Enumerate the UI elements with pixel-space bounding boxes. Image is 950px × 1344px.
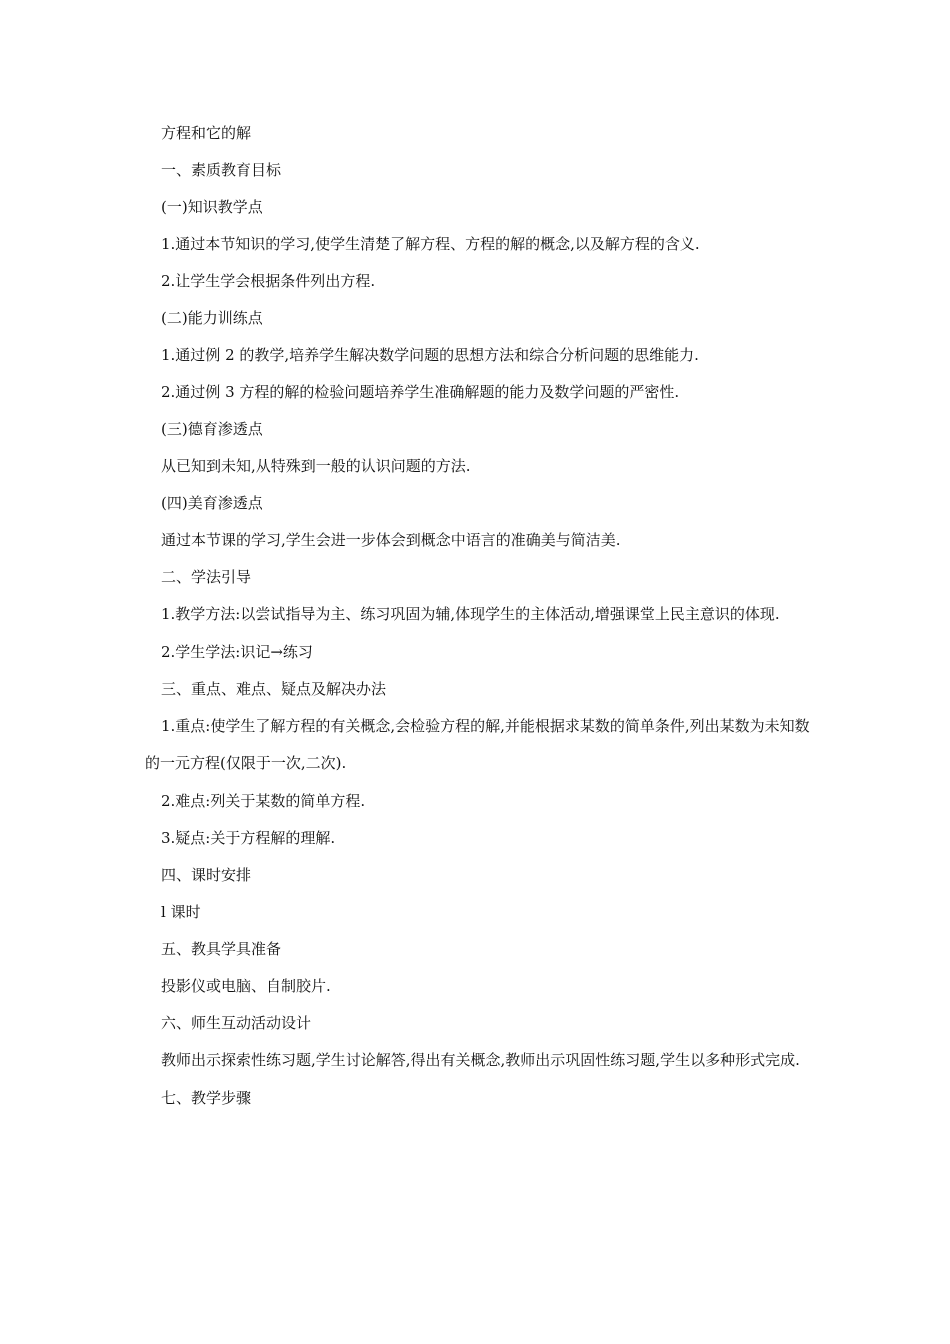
paragraph: 2.让学生学会根据条件列出方程.: [161, 272, 376, 290]
subsection-heading: (一)知识教学点: [161, 198, 263, 216]
section-heading-5: 五、教具学具准备: [161, 940, 282, 958]
section-heading-2: 二、学法引导: [161, 568, 252, 586]
paragraph: 2.难点:列关于某数的简单方程.: [161, 792, 366, 810]
document-body: [145, 124, 810, 1126]
section-heading-7: 七、教学步骤: [161, 1089, 252, 1107]
paragraph: 1.通过例 2 的教学,培养学生解决数学问题的思想方法和综合分析问题的思维能力.: [161, 346, 699, 364]
paragraph-wrapped: 1.重点:使学生了解方程的有关概念,会检验方程的解,并能根据求某数的简单条件,列出某数为未知数的一元方程(仅限于一次,二次).: [145, 717, 810, 772]
subsection-heading: (三)德育渗透点: [161, 420, 263, 438]
section-heading-6: 六、师生互动活动设计: [161, 1014, 312, 1032]
paragraph: 3.疑点:关于方程解的理解.: [161, 829, 336, 847]
paragraph: 投影仪或电脑、自制胶片.: [161, 977, 331, 995]
paragraph: l 课时: [161, 903, 201, 921]
section-heading-1: 一、素质教育目标: [161, 161, 282, 179]
paragraph: 2.通过例 3 方程的解的检验问题培养学生准确解题的能力及数学问题的严密性.: [161, 383, 680, 401]
paragraph: 从已知到未知,从特殊到一般的认识问题的方法.: [161, 457, 471, 475]
paragraph-wrapped: 1.教学方法:以尝试指导为主、练习巩固为辅,体现学生的主体活动,增强课堂上民主意识的体现.: [161, 605, 780, 623]
section-heading-4: 四、课时安排: [161, 866, 252, 884]
paragraph: 通过本节课的学习,学生会进一步体会到概念中语言的准确美与简洁美.: [161, 531, 621, 549]
subsection-heading: (二)能力训练点: [161, 309, 263, 327]
paragraph: 2.学生学法:识记→练习: [161, 643, 313, 661]
section-heading-3: 三、重点、难点、疑点及解决办法: [161, 680, 387, 698]
paragraph-wrapped: 教师出示探索性练习题,学生讨论解答,得出有关概念,教师出示巩固性练习题,学生以多种形式完成.: [161, 1051, 800, 1069]
subsection-heading: (四)美育渗透点: [161, 494, 263, 512]
document-title: 方程和它的解: [161, 124, 252, 142]
paragraph: 1.通过本节知识的学习,使学生清楚了解方程、方程的解的概念,以及解方程的含义.: [161, 235, 700, 253]
